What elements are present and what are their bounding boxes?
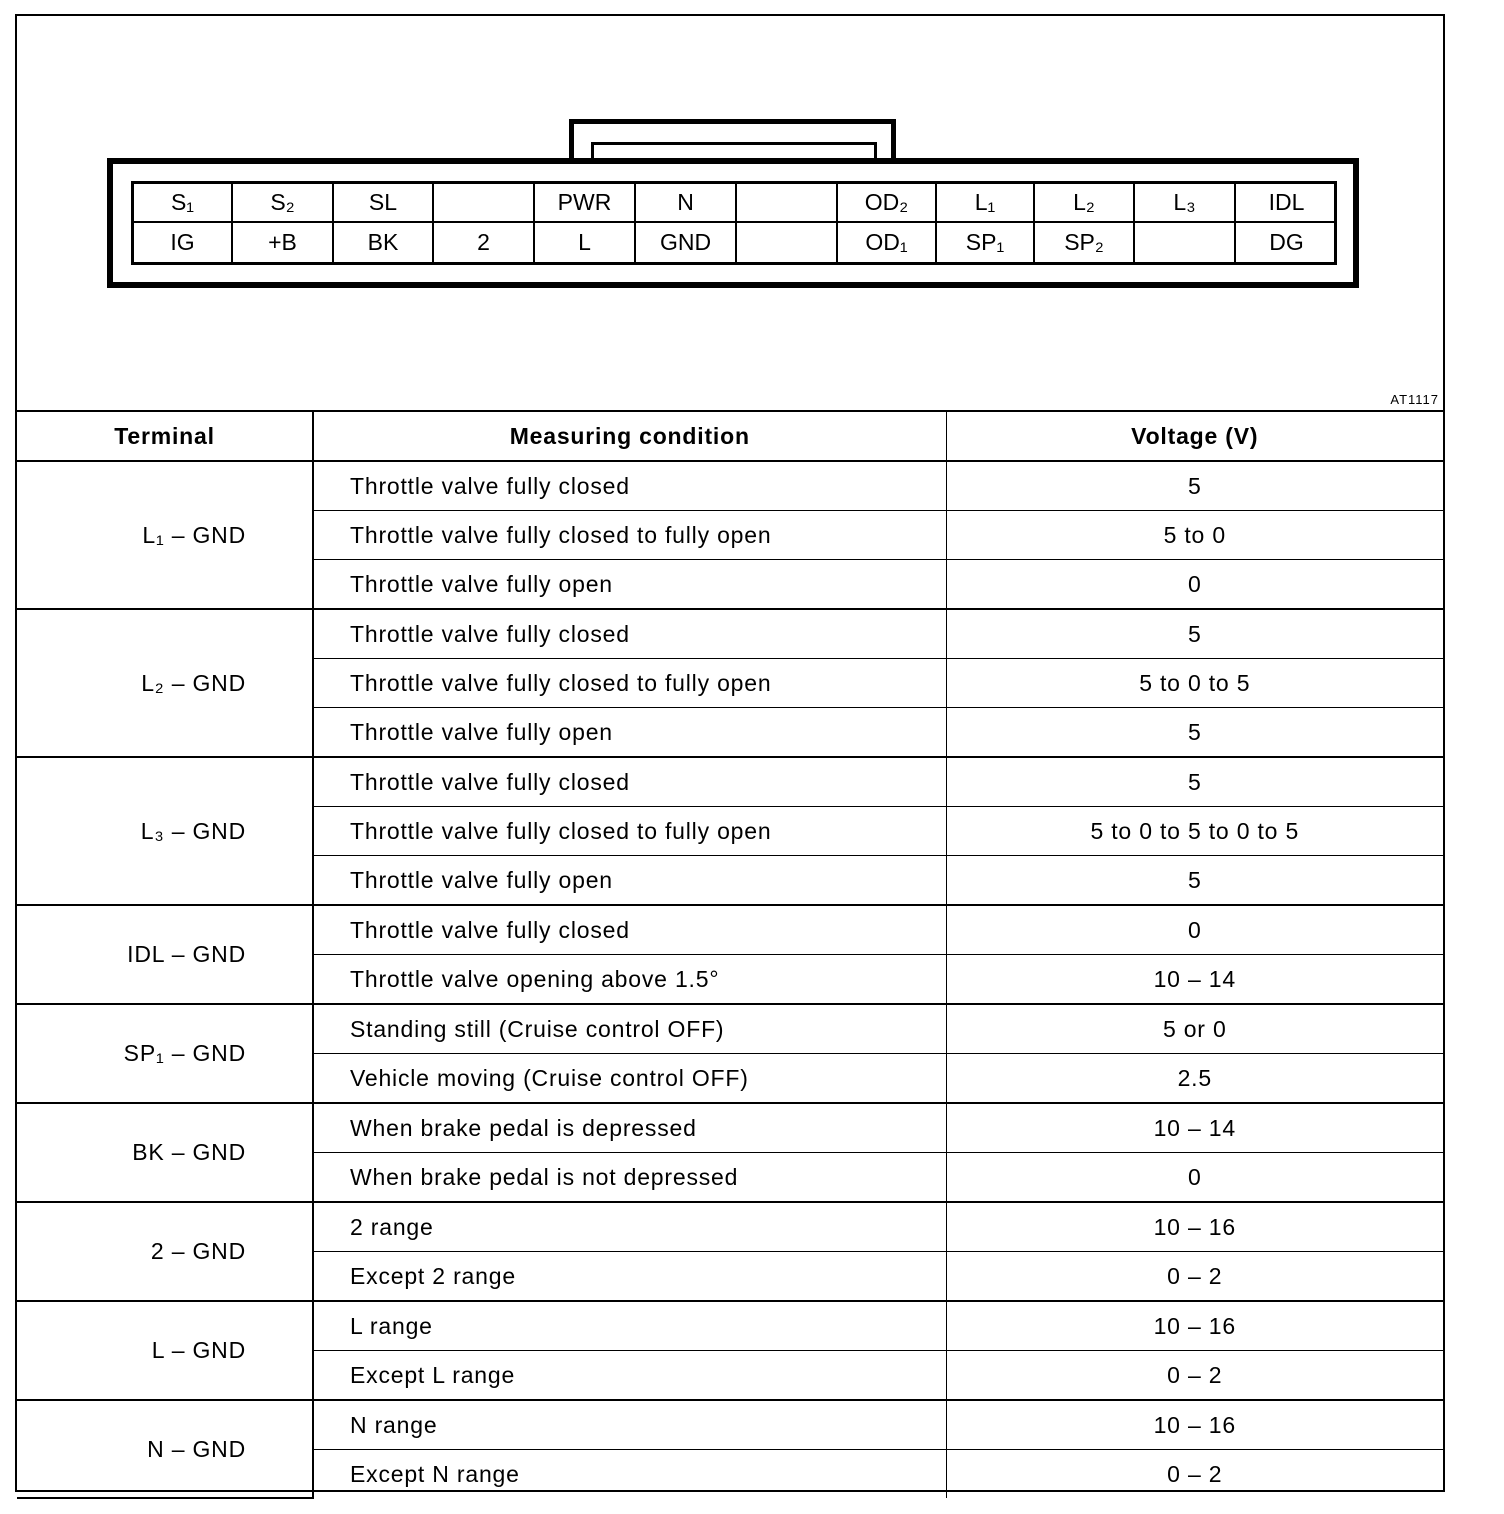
connector-pin-top: OD₂ (838, 184, 937, 223)
voltage-cell: 5 to 0 to 5 to 0 to 5 (946, 807, 1443, 856)
terminal-cell: N – GND (17, 1400, 313, 1498)
connector-pin-top: L₃ (1135, 184, 1236, 223)
voltage-cell: 0 – 2 (946, 1351, 1443, 1401)
connector-pin-top: L₁ (937, 184, 1035, 223)
terminal-cell: L₁ – GND (17, 461, 313, 609)
connector-pin-top: IDL (1236, 184, 1337, 223)
condition-cell: Throttle valve fully open (313, 708, 946, 758)
terminal-cell: L₃ – GND (17, 757, 313, 905)
condition-cell: Except L range (313, 1351, 946, 1401)
condition-cell: Throttle valve fully closed (313, 757, 946, 807)
connector-pin-grid (131, 181, 1337, 265)
connector-pin-top (737, 184, 838, 223)
voltage-cell: 10 – 16 (946, 1301, 1443, 1351)
voltage-cell: 0 – 2 (946, 1252, 1443, 1302)
connector-pin-bottom: 2 (434, 223, 535, 262)
connector-pin-top (434, 184, 535, 223)
connector-pin-bottom: L (535, 223, 636, 262)
table-row (17, 1202, 1443, 1252)
connector-pin-bottom: OD₁ (838, 223, 937, 262)
terminal-cell: L₂ – GND (17, 609, 313, 757)
connector-pin-top: S₁ (134, 184, 233, 223)
voltage-cell: 2.5 (946, 1054, 1443, 1104)
figure-id: AT1117 (1390, 392, 1439, 407)
table-header-row (17, 412, 1443, 461)
voltage-cell: 0 (946, 560, 1443, 610)
terminal-voltage-table (17, 412, 1443, 1499)
condition-cell: Throttle valve fully open (313, 560, 946, 610)
table-row (17, 1301, 1443, 1351)
connector-pin-top: PWR (535, 184, 636, 223)
condition-cell: Throttle valve fully closed to fully open (313, 807, 946, 856)
condition-cell: Throttle valve fully open (313, 856, 946, 906)
condition-cell: Throttle valve fully closed to fully open (313, 659, 946, 708)
condition-cell: Except N range (313, 1450, 946, 1499)
connector-pin-bottom (1135, 223, 1236, 262)
condition-cell: Throttle valve fully closed (313, 905, 946, 955)
condition-cell: When brake pedal is not depressed (313, 1153, 946, 1203)
voltage-cell: 5 to 0 to 5 (946, 659, 1443, 708)
table-row (17, 1400, 1443, 1450)
voltage-cell: 5 (946, 856, 1443, 906)
connector-pin-bottom (737, 223, 838, 262)
condition-cell: 2 range (313, 1202, 946, 1252)
voltage-cell: 10 – 14 (946, 1103, 1443, 1153)
terminal-cell: SP₁ – GND (17, 1004, 313, 1103)
header-measuring-condition: Measuring condition (313, 412, 946, 461)
voltage-cell: 5 to 0 (946, 511, 1443, 560)
document-frame (15, 14, 1445, 1492)
condition-cell: Standing still (Cruise control OFF) (313, 1004, 946, 1054)
condition-cell: L range (313, 1301, 946, 1351)
table-row (17, 609, 1443, 659)
connector-pin-bottom: DG (1269, 229, 1304, 255)
table-row (17, 905, 1443, 955)
connector-pin-bottom: BK (334, 223, 434, 262)
terminal-cell: IDL – GND (17, 905, 313, 1004)
connector-pin-top: S₂ (233, 184, 334, 223)
voltage-cell: 10 – 16 (946, 1400, 1443, 1450)
connector-pin-top: N (636, 184, 737, 223)
table-row (17, 757, 1443, 807)
condition-cell: N range (313, 1400, 946, 1450)
connector-pin-bottom: +B (233, 223, 334, 262)
table-row (17, 1103, 1443, 1153)
header-terminal: Terminal (17, 412, 313, 461)
voltage-cell: 5 (946, 708, 1443, 758)
condition-cell: Vehicle moving (Cruise control OFF) (313, 1054, 946, 1104)
voltage-cell: 0 – 2 (946, 1450, 1443, 1499)
condition-cell: Except 2 range (313, 1252, 946, 1302)
connector-pin-top: L₂ (1035, 184, 1135, 223)
voltage-cell: 5 (946, 757, 1443, 807)
connector-pin-bottom: SP₂ (1035, 223, 1135, 262)
connector-diagram (17, 16, 1443, 411)
table-row (17, 1004, 1443, 1054)
condition-cell: When brake pedal is depressed (313, 1103, 946, 1153)
connector-pin-bottom: GND (636, 223, 737, 262)
voltage-cell: 5 (946, 609, 1443, 659)
terminal-cell: BK – GND (17, 1103, 313, 1202)
connector-pin-bottom: IG (134, 223, 233, 262)
connector-pin-bottom: SP₁ (937, 223, 1035, 262)
voltage-cell: 5 (946, 461, 1443, 511)
voltage-cell: 10 – 16 (946, 1202, 1443, 1252)
condition-cell: Throttle valve opening above 1.5° (313, 955, 946, 1005)
header-voltage: Voltage (V) (946, 412, 1443, 461)
terminal-cell: 2 – GND (17, 1202, 313, 1301)
condition-cell: Throttle valve fully closed (313, 461, 946, 511)
voltage-cell: 0 (946, 1153, 1443, 1203)
terminal-cell: L – GND (17, 1301, 313, 1400)
voltage-cell: 0 (946, 905, 1443, 955)
voltage-cell: 5 or 0 (946, 1004, 1443, 1054)
table-row (17, 461, 1443, 511)
voltage-cell: 10 – 14 (946, 955, 1443, 1005)
condition-cell: Throttle valve fully closed (313, 609, 946, 659)
connector-pin-top: SL (334, 184, 434, 223)
condition-cell: Throttle valve fully closed to fully open (313, 511, 946, 560)
